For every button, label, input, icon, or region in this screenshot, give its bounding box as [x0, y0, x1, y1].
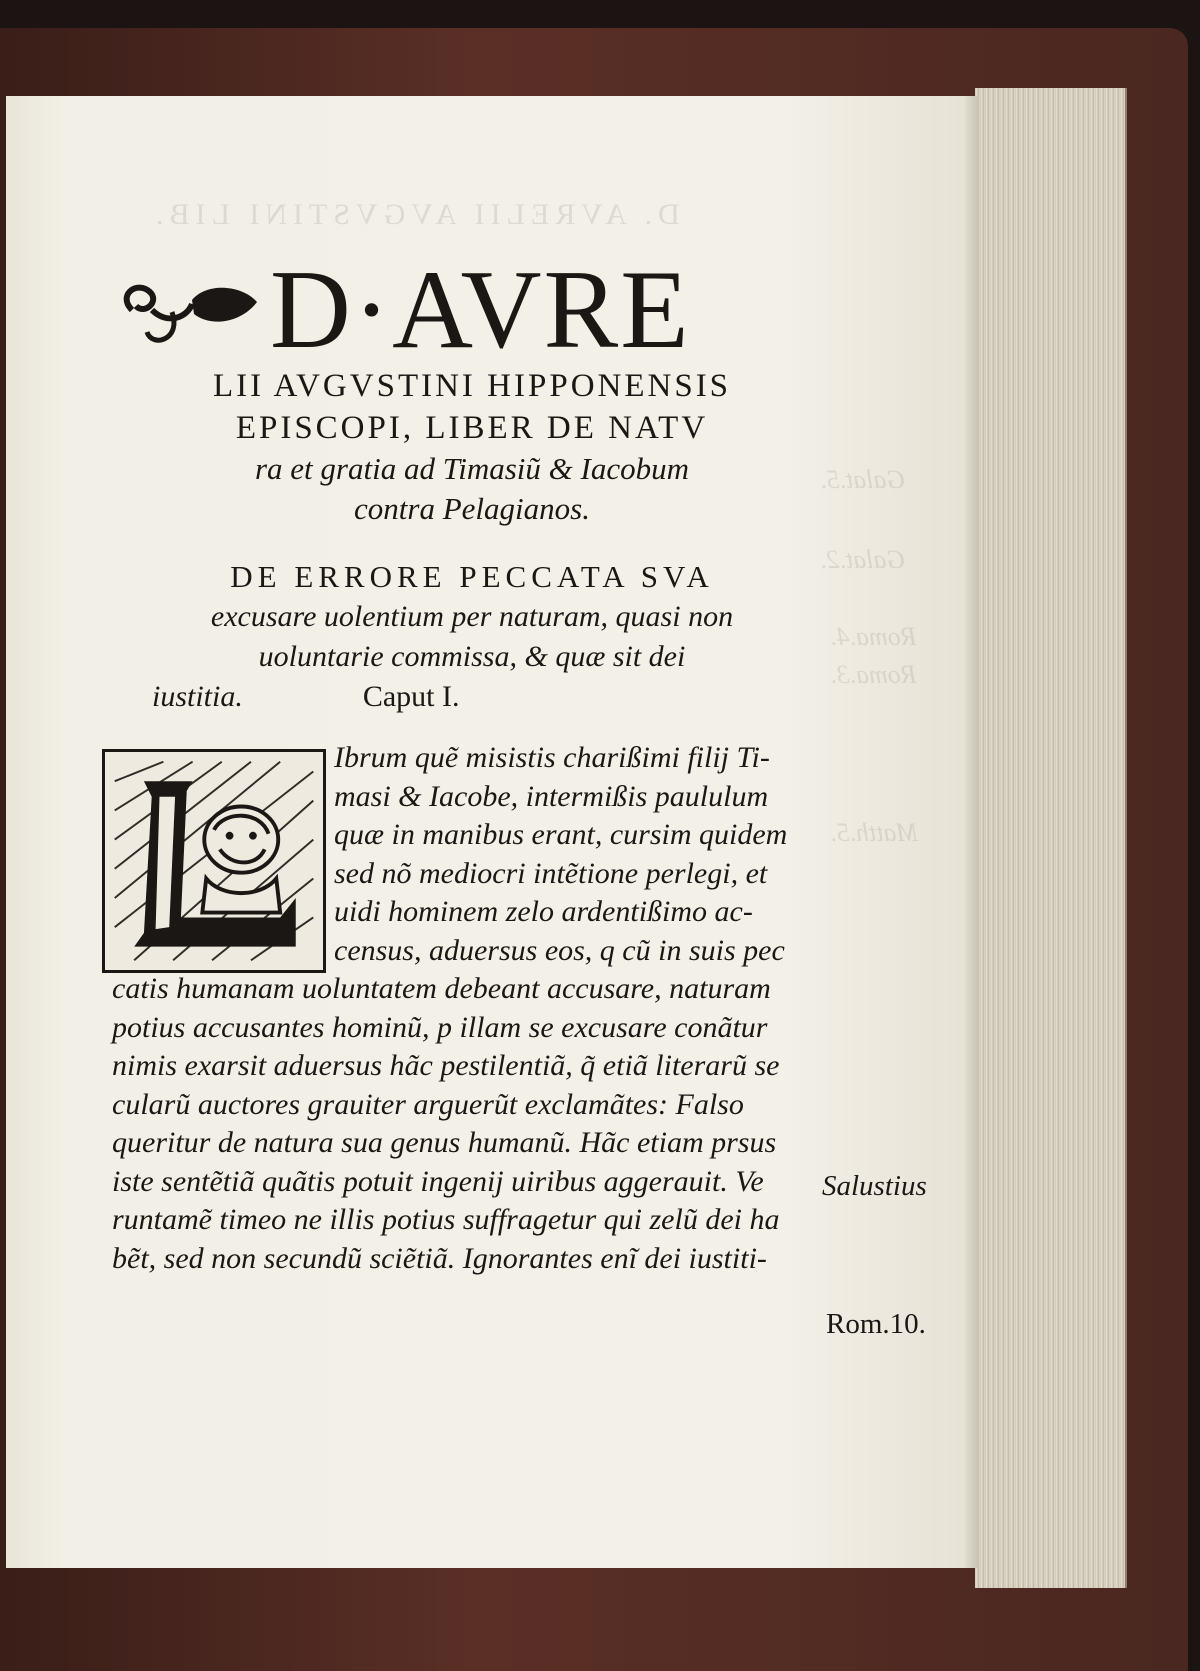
heading-iustitia: iustitia. [152, 680, 243, 713]
body-line-11: queritur de natura sua genus humanũ. Hãc etiam prsus [112, 1126, 777, 1159]
body-line-13: runtamẽ timeo ne illis potius suffragetur qui zelũ dei ha [112, 1203, 780, 1236]
title-line-1: LII AVGVSTINI HIPPONENSIS [212, 368, 732, 404]
body-line-2: masi & Iacobe, intermißis paululum [334, 779, 769, 813]
title-line-2: EPISCOPI, LIBER DE NATV [235, 410, 709, 446]
margin-note-rom: Rom.10. [826, 1308, 926, 1340]
bleed-note-5: Matth.5. [830, 818, 919, 847]
page-edge-shadow [965, 96, 979, 1568]
bleed-note-4: Roma.3. [830, 660, 917, 689]
body-line-10: cularũ auctores grauiter arguerũt exclamãtes: Falso [112, 1087, 744, 1121]
chapter-heading-line-3: uoluntarie commissa, & quæ sit dei [258, 640, 686, 673]
title-line-4: contra Pelagianos. [354, 491, 590, 526]
body-line-1: Ibrum quẽ misistis charißimi filij Ti- [334, 741, 770, 774]
title-line [112, 248, 832, 372]
chapter-heading-caps: DE ERRORE PECCATA SVA [230, 559, 714, 594]
woodcut-initial-L-icon [102, 749, 326, 973]
page-text [112, 248, 832, 1278]
body-line-6: census, aduersus eos, q cũ in suis pec [334, 933, 785, 967]
bleed-header: D. AVRELII AVGVSTINI LIB. [150, 198, 680, 231]
body-line-3: quæ in manibus erant, cursim quidem [334, 818, 788, 851]
body-line-14: bẽt, sed non secundũ sciẽtiã. Ignorantes enĩ dei iustiti- [112, 1241, 767, 1275]
chapter-heading-line-2: excusare uolentium per naturam, quasi non [210, 600, 734, 633]
bleed-note-3: Roma.4. [830, 622, 917, 651]
body-text [112, 739, 832, 1278]
title-main: D·AVRE [270, 248, 691, 372]
body-line-5: uidi hominem zelo ardentißimo ac- [334, 895, 753, 928]
title-line-3: ra et gratia ad Timasiũ & Iacobum [254, 451, 689, 486]
body-line-4: sed nõ mediocri intẽtione perlegi, et [334, 856, 768, 890]
body-line-8: potius accusantes hominũ, p illam se excusare conãtur [112, 1010, 768, 1044]
bleed-note-2: Galat.2. [820, 545, 906, 574]
chapter-number: Caput I. [362, 680, 460, 713]
bleed-note-1: Galat.5. [820, 465, 906, 494]
page-edges [975, 88, 1127, 1588]
body-line-12: iste sentẽtiã quãtis potuit ingenij uiribus aggerauit. Ve [112, 1164, 764, 1198]
chapter-heading-line-4 [112, 677, 832, 717]
margin-note-salustius: Salustius [822, 1170, 927, 1202]
body-line-9: nimis exarsit aduersus hãc pestilentiã, q̃ etiã literarũ se [112, 1049, 780, 1082]
body-line-7: catis humanam uoluntatem debeant accusare, naturam [112, 972, 771, 1005]
fleuron-ornament-icon [112, 270, 262, 350]
